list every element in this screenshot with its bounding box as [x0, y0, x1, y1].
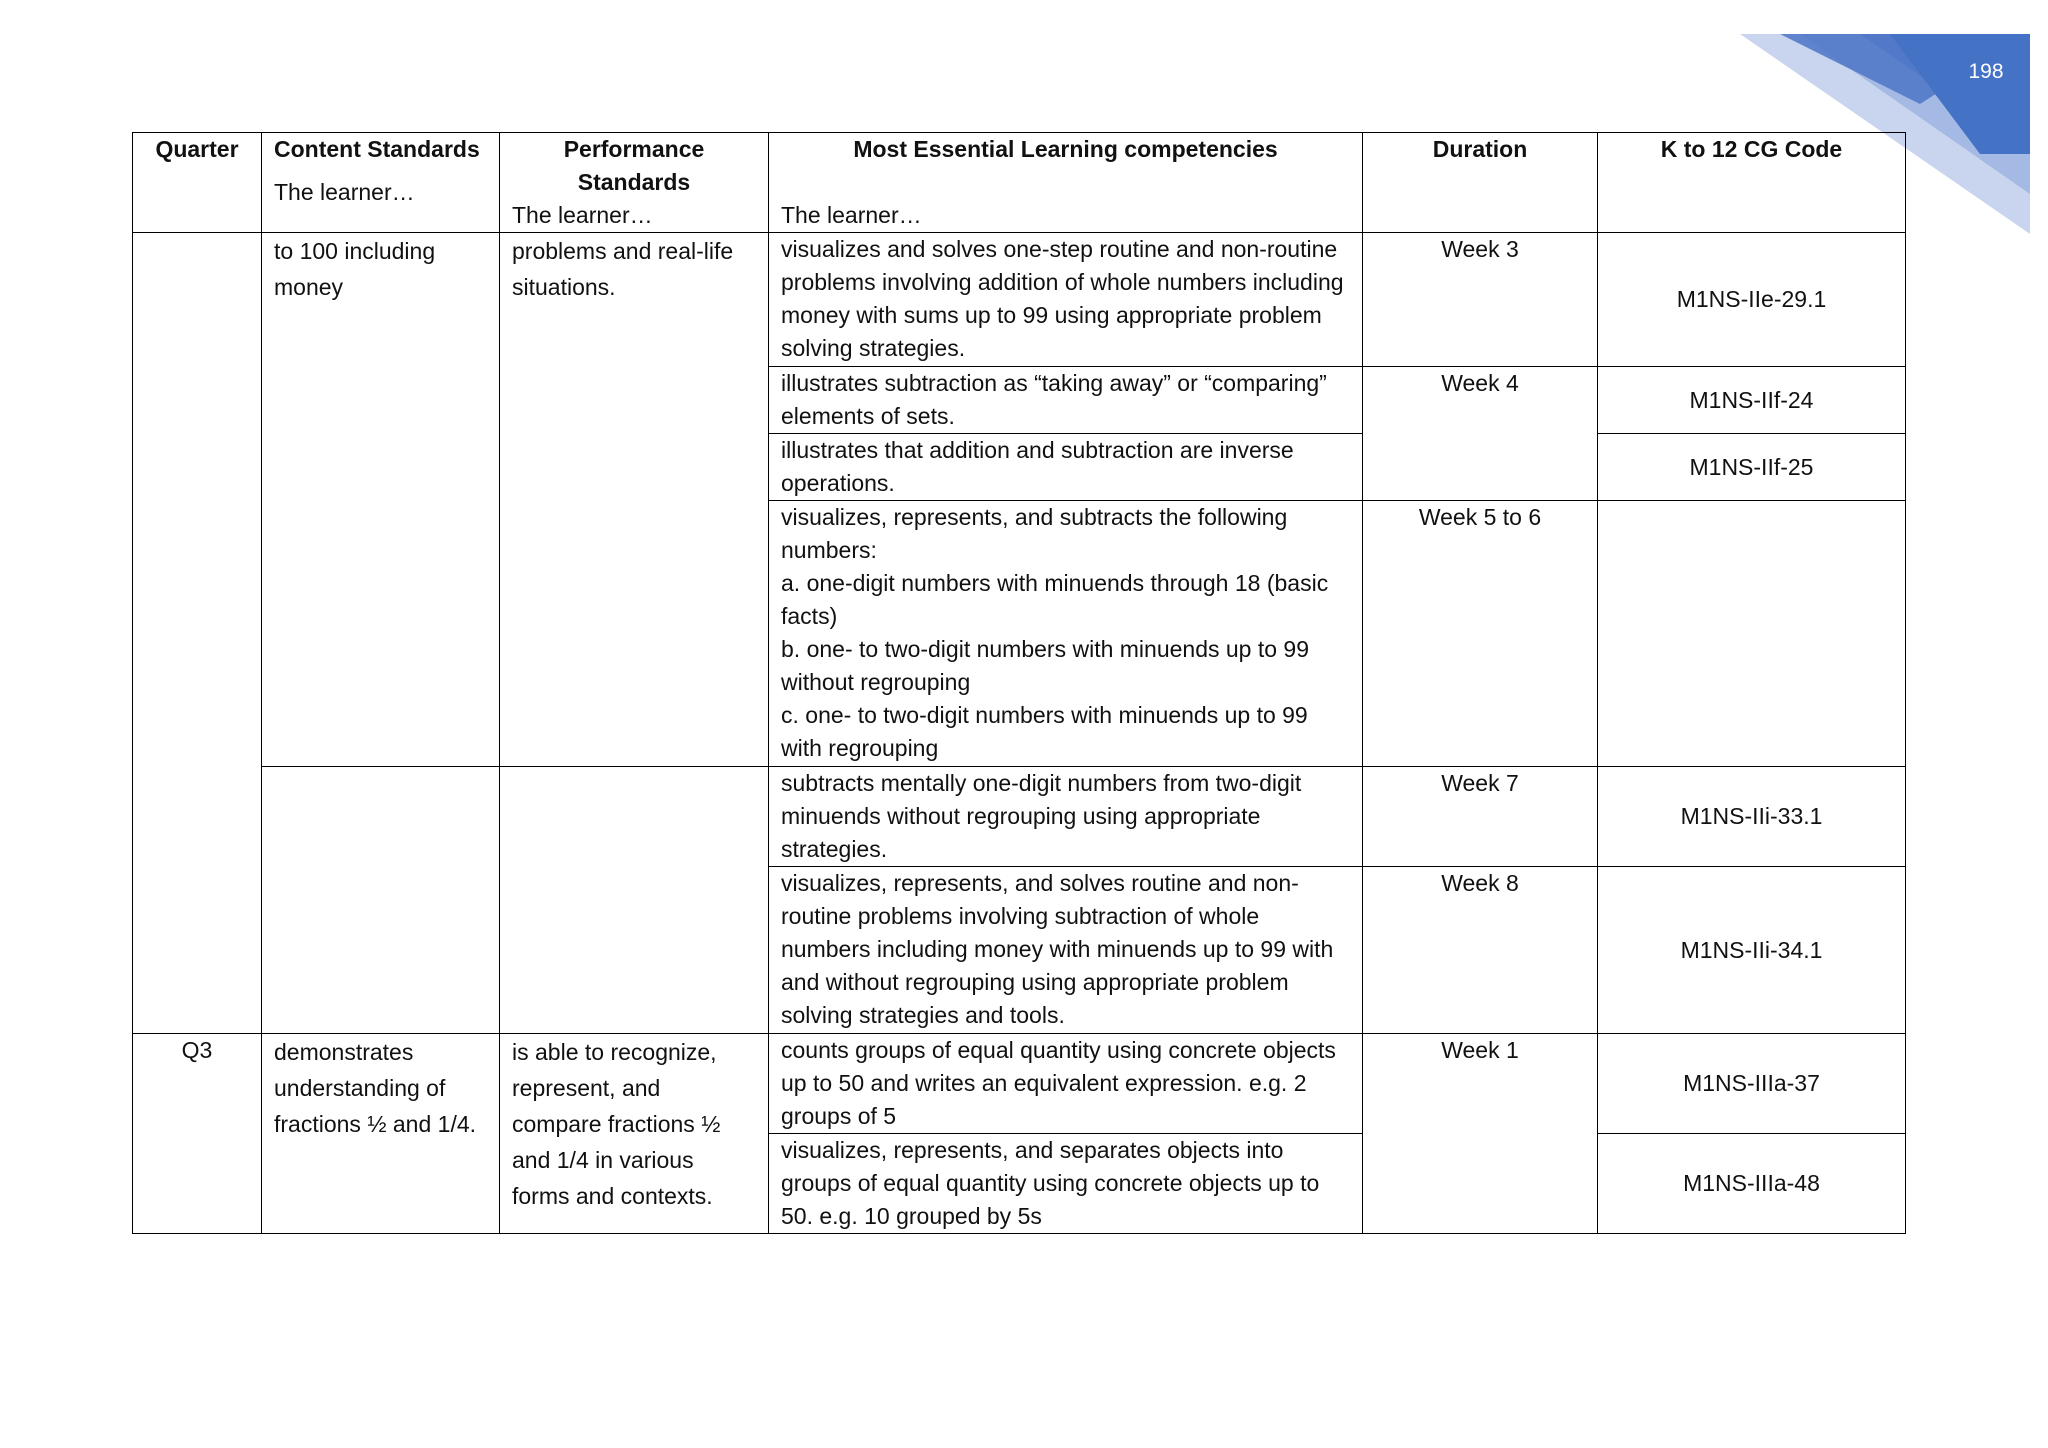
code-cell: M1NS-IIe-29.1 — [1598, 233, 1906, 367]
table-row — [133, 1034, 1906, 1134]
code-cell: M1NS-IIIa-48 — [1598, 1134, 1906, 1234]
header-code: K to 12 CG Code — [1598, 133, 1906, 233]
header-performance-standards: Performance Standards The learner… — [500, 133, 769, 233]
duration-cell: Week 5 to 6 — [1363, 501, 1598, 767]
competency-cell: visualizes, represents, and solves routine and non-routine problems involving subtraction of whole numbers including money with minuends up to 99 with and without regrouping using appropriate problem solving strategies and tools. — [769, 867, 1363, 1034]
page-number: 198 — [1968, 60, 2004, 83]
duration-cell: Week 8 — [1363, 867, 1598, 1034]
code-cell: M1NS-IIf-25 — [1598, 434, 1906, 501]
competency-cell: visualizes, represents, and subtracts the following numbers: a. one-digit numbers with minuends through 18 (basic facts) b. one- to two-digit numbers with minuends up to 99 without regrouping c. one- to two-digit numbers with minuends up to 99 with regrouping — [769, 501, 1363, 767]
header-duration: Duration — [1363, 133, 1598, 233]
header-quarter: Quarter — [133, 133, 262, 233]
competency-cell: visualizes, represents, and separates objects into groups of equal quantity using concrete objects up to 50. e.g. 10 grouped by 5s — [769, 1134, 1363, 1234]
content-standard-cell: demonstrates understanding of fractions ½ and 1/4. — [262, 1034, 500, 1234]
competency-cell: visualizes and solves one-step routine and non-routine problems involving addition of whole numbers including money with sums up to 99 using appropriate problem solving strategies. — [769, 233, 1363, 367]
competency-cell: illustrates subtraction as “taking away” or “comparing” elements of sets. — [769, 367, 1363, 434]
code-cell: M1NS-IIi-34.1 — [1598, 867, 1906, 1034]
header-row — [133, 133, 1906, 233]
table-row — [133, 233, 1906, 367]
table-row — [133, 767, 1906, 867]
performance-standard-cell: problems and real-life situations. — [500, 233, 769, 767]
quarter-cell — [133, 233, 262, 1034]
code-cell — [1598, 501, 1906, 767]
quarter-cell: Q3 — [133, 1034, 262, 1234]
performance-standard-cell — [500, 767, 769, 1034]
header-competencies: Most Essential Learning competencies The learner… — [769, 133, 1363, 233]
duration-cell: Week 4 — [1363, 367, 1598, 501]
performance-standard-cell: is able to recognize, represent, and compare fractions ½ and 1/4 in various forms and contexts. — [500, 1034, 769, 1234]
header-content-standards: Content Standards The learner… — [262, 133, 500, 233]
duration-cell: Week 1 — [1363, 1034, 1598, 1234]
content-standard-cell: to 100 including money — [262, 233, 500, 767]
code-cell: M1NS-IIIa-37 — [1598, 1034, 1906, 1134]
competency-cell: counts groups of equal quantity using concrete objects up to 50 and writes an equivalent expression. e.g. 2 groups of 5 — [769, 1034, 1363, 1134]
competencies-table — [132, 132, 1906, 1234]
content-standard-cell — [262, 767, 500, 1034]
duration-cell: Week 3 — [1363, 233, 1598, 367]
code-cell: M1NS-IIf-24 — [1598, 367, 1906, 434]
code-cell: M1NS-IIi-33.1 — [1598, 767, 1906, 867]
competency-cell: subtracts mentally one-digit numbers from two-digit minuends without regrouping using appropriate strategies. — [769, 767, 1363, 867]
competency-cell: illustrates that addition and subtraction are inverse operations. — [769, 434, 1363, 501]
duration-cell: Week 7 — [1363, 767, 1598, 867]
